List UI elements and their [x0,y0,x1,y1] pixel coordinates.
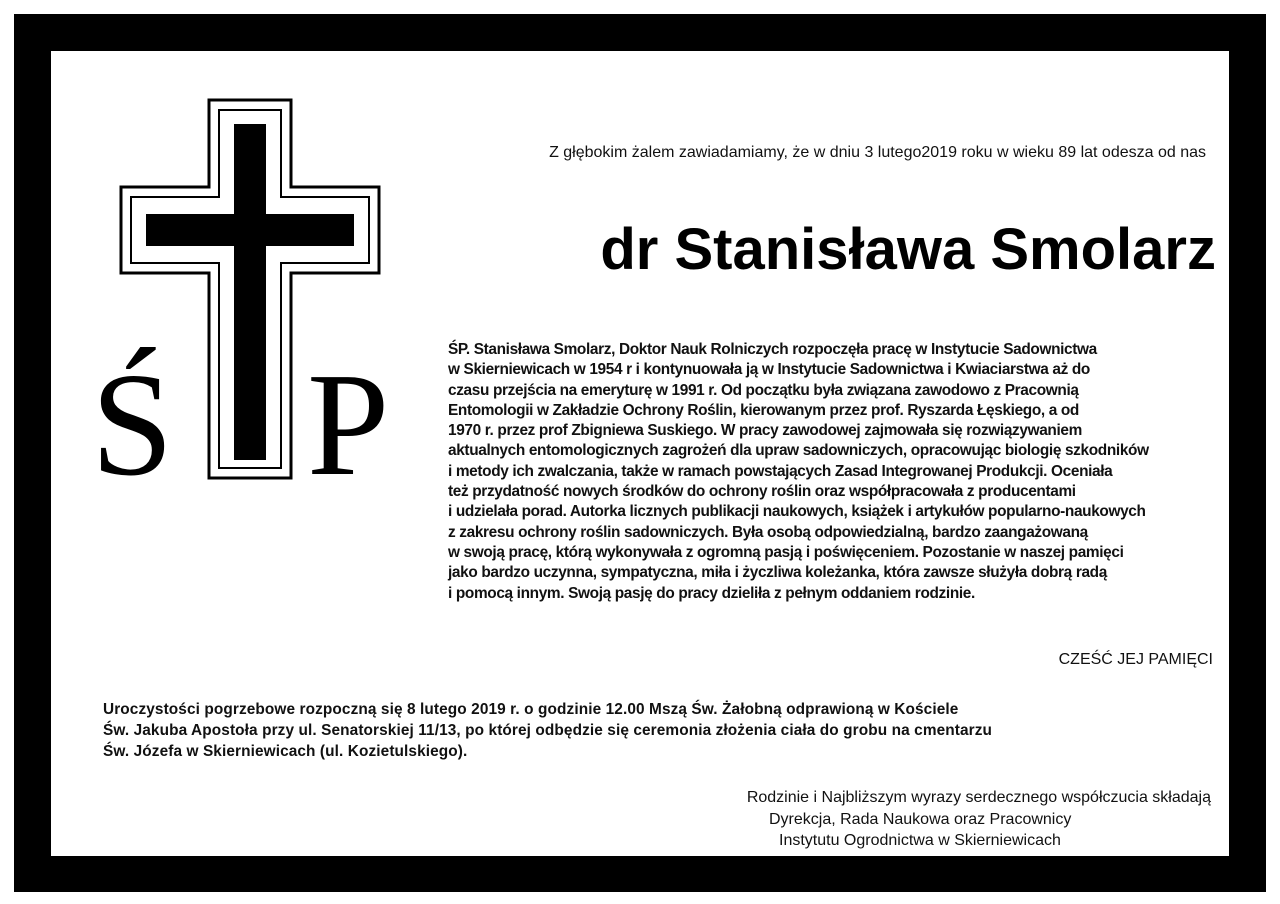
announcement-intro: Z głębokim żalem zawiadamiamy, że w dniu 3 lutego2019 roku w wieku 89 lat odesza od nas [549,144,1206,161]
biography [448,340,1216,604]
biography-line: 1970 r. przez prof Zbigniewa Suskiego. W pracy zawodowej zajmowała się rozwiązywaniem [448,422,1082,440]
biography-line: aktualnych entomologicznych zagrożeń dla upraw sadowniczych, opracowując biologię szkodników [448,442,1149,460]
biography-line: jako bardzo uczynna, sympatyczna, miła i życzliwa koleżanka, która zawsze służyła dobrą radą [448,564,1107,582]
honor-memory-line: CZEŚĆ JEJ PAMIĘCI [1058,651,1213,668]
sp-letter-s: Ś [91,343,174,507]
funeral-ceremony-info [103,699,1223,762]
biography-line: i pomocą innym. Swoją pasję do pracy dzieliła z pełnym oddaniem rodzinie. [448,584,975,602]
condolence-line: Dyrekcja, Rada Naukowa oraz Pracownicy [769,810,1072,828]
biography-line: i metody ich zwalczania, także w ramach powstających Zasad Integrowanej Produkcji. Oceniała [448,462,1113,480]
ceremony-line: Św. Józefa w Skierniewicach (ul. Kozietulskiego). [103,743,468,760]
sp-letter-p: P [307,343,390,507]
biography-line: i udzielała porad. Autorka licznych publikacji naukowych, książek i artykułów popularno-naukowych [448,503,1146,521]
biography-line: ŚP. Stanisława Smolarz, Doktor Nauk Rolniczych rozpoczęła pracę w Instytucie Sadownictwa [448,341,1097,358]
biography-line: z zakresu ochrony roślin sadowniczych. Była osobą odpowiedzialną, bardzo zaangażowaną [448,523,1088,541]
biography-line: czasu przejścia na emeryturę w 1991 r. Od początku była związana zawodowo z Pracownią [448,381,1079,399]
obituary-sheet [51,51,1229,856]
biography-line: w swoją pracę, którą wykonywała z ogromną pasją i poświęceniem. Pozostanie w naszej pamięci [448,543,1124,561]
condolences-signature [611,787,1211,852]
ceremony-line: Uroczystości pogrzebowe rozpoczną się 8 lutego 2019 r. o godzinie 12.00 Mszą Św. Żałobną odprawioną w Kościele [103,701,959,718]
deceased-name: dr Stanisława Smolarz [600,217,1216,282]
biography-line: w Skierniewicach w 1954 r i kontynuowała ją w Instytucie Sadownictwa i Kwiaciarstwa aż do [448,361,1090,379]
biography-line: też przydatność nowych środków do ochrony roślin oraz współpracowała z producentami [448,483,1076,501]
biography-line: Entomologii w Zakładzie Ochrony Roślin, kierowanym przez prof. Ryszarda Łęskiego, a od [448,401,1079,419]
condolence-line: Rodzinie i Najbliższym wyrazy serdecznego współczucia składają [746,789,1211,806]
black-mourning-border [14,14,1266,892]
ceremony-line: Św. Jakuba Apostoła przy ul. Senatorskiej 11/13, po której odbędzie się ceremonia złożenia ciała do grobu na cmentarzu [103,722,993,739]
condolence-line: Instytutu Ogrodnictwa w Skierniewicach [779,832,1061,849]
